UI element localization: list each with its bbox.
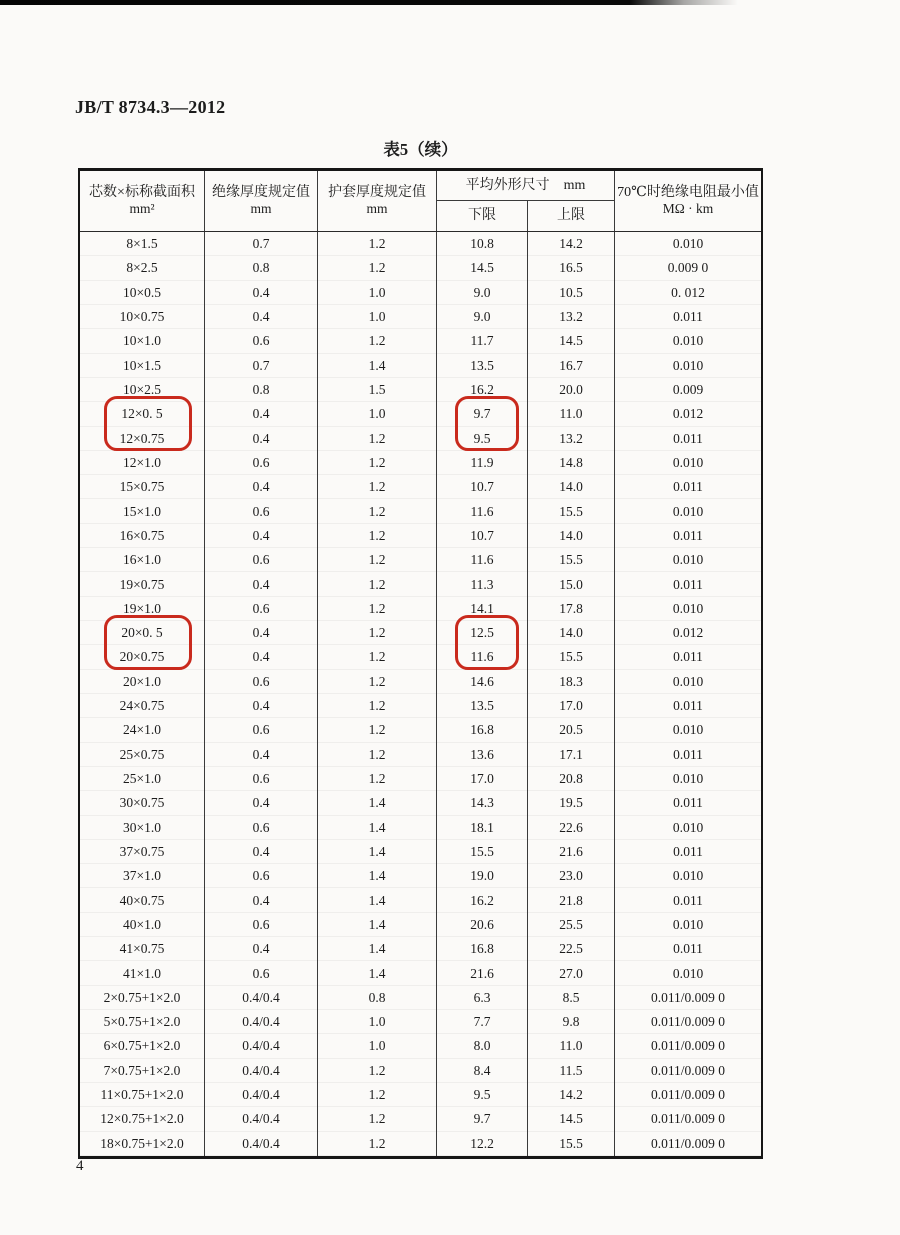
table-cell: 40×1.0 bbox=[80, 913, 205, 937]
header-sheath-cell bbox=[318, 171, 437, 231]
table-cell: 30×1.0 bbox=[80, 816, 205, 840]
header-sheath-label: 护套厚度规定值 bbox=[328, 184, 426, 200]
table-cell: 23.0 bbox=[528, 864, 615, 888]
table-cell: 1.2 bbox=[318, 232, 437, 256]
header-core-count-unit: mm² bbox=[129, 201, 155, 217]
table-cell: 15.5 bbox=[528, 548, 615, 572]
table-cell: 24×0.75 bbox=[80, 694, 205, 718]
table-cell: 0.4 bbox=[205, 524, 318, 548]
table-row bbox=[80, 1107, 761, 1131]
table-cell: 0.011/0.009 0 bbox=[650, 1014, 726, 1030]
table-cell: 27.0 bbox=[528, 961, 615, 985]
table-cell: 0.011/0.009 0 bbox=[650, 1087, 726, 1103]
table-cell: 10×1.5 bbox=[80, 354, 205, 378]
table-cell: 0.011 bbox=[673, 309, 703, 325]
table-row bbox=[80, 499, 761, 523]
table-cell: 0.011/0.009 0 bbox=[650, 1135, 726, 1151]
table-cell: 1.2 bbox=[318, 329, 437, 353]
header-lower-limit-cell bbox=[437, 201, 528, 231]
table-cell: 0.010 bbox=[672, 965, 704, 981]
table-cell: 12×0.75 bbox=[80, 427, 205, 451]
table-cell: 1.4 bbox=[318, 864, 437, 888]
table-cell: 8.4 bbox=[437, 1059, 528, 1083]
table-body bbox=[80, 232, 761, 1156]
scan-edge-artifact bbox=[0, 0, 900, 5]
table-cell: 11.0 bbox=[528, 402, 615, 426]
table-row bbox=[80, 888, 761, 912]
table-cell: 0.009 bbox=[672, 382, 704, 398]
table-cell: 0.6 bbox=[205, 451, 318, 475]
table-cell: 9.8 bbox=[528, 1010, 615, 1034]
table-cell: 8.0 bbox=[437, 1034, 528, 1058]
table-cell: 0.4 bbox=[205, 402, 318, 426]
data-table bbox=[78, 168, 763, 1159]
table-cell: 14.2 bbox=[528, 232, 615, 256]
table-cell: 0.8 bbox=[318, 986, 437, 1010]
header-core-count-cell bbox=[80, 171, 205, 231]
table-row bbox=[80, 451, 761, 475]
table-cell: 9.5 bbox=[437, 1083, 528, 1107]
table-cell: 0.4 bbox=[205, 572, 318, 596]
table-row bbox=[80, 670, 761, 694]
table-cell: 1.5 bbox=[318, 378, 437, 402]
table-cell: 1.4 bbox=[318, 816, 437, 840]
table-cell: 0.8 bbox=[205, 256, 318, 280]
table-row bbox=[80, 791, 761, 815]
table-cell: 0.4 bbox=[205, 427, 318, 451]
table-row bbox=[80, 354, 761, 378]
table-cell: 16.5 bbox=[528, 256, 615, 280]
table-cell: 1.4 bbox=[318, 354, 437, 378]
table-cell: 1.2 bbox=[318, 499, 437, 523]
table-row bbox=[80, 232, 761, 256]
table-cell: 0.4/0.4 bbox=[205, 1010, 318, 1034]
table-cell: 0.011 bbox=[673, 795, 703, 811]
table-cell: 20×0. 5 bbox=[80, 621, 205, 645]
table-cell: 1.0 bbox=[318, 402, 437, 426]
table-cell: 19×1.0 bbox=[80, 597, 205, 621]
table-cell: 1.2 bbox=[318, 670, 437, 694]
table-row bbox=[80, 256, 761, 280]
table-cell: 24×1.0 bbox=[80, 718, 205, 742]
table-cell: 0.011/0.009 0 bbox=[650, 1062, 726, 1078]
table-cell: 9.7 bbox=[437, 402, 528, 426]
table-row bbox=[80, 378, 761, 402]
table-cell: 15.5 bbox=[528, 645, 615, 669]
table-cell: 20.5 bbox=[528, 718, 615, 742]
table-cell: 1.2 bbox=[318, 475, 437, 499]
table-cell: 14.0 bbox=[528, 524, 615, 548]
table-cell: 8.5 bbox=[528, 986, 615, 1010]
table-cell: 40×0.75 bbox=[80, 888, 205, 912]
table-cell: 0.011 bbox=[673, 649, 703, 665]
table-row bbox=[80, 840, 761, 864]
table-cell: 18.1 bbox=[437, 816, 528, 840]
table-cell: 0.011 bbox=[673, 843, 703, 859]
table-cell: 11.7 bbox=[437, 329, 528, 353]
table-cell: 1.2 bbox=[318, 1059, 437, 1083]
table-cell: 18×0.75+1×2.0 bbox=[80, 1132, 205, 1156]
table-cell: 37×0.75 bbox=[80, 840, 205, 864]
table-cell: 0.012 bbox=[672, 406, 704, 422]
table-cell: 1.0 bbox=[318, 1010, 437, 1034]
table-cell: 41×0.75 bbox=[80, 937, 205, 961]
table-cell: 14.8 bbox=[528, 451, 615, 475]
table-row bbox=[80, 1059, 761, 1083]
table-cell: 0.7 bbox=[205, 354, 318, 378]
table-cell: 11.0 bbox=[528, 1034, 615, 1058]
table-cell: 1.2 bbox=[318, 524, 437, 548]
table-cell: 19×0.75 bbox=[80, 572, 205, 596]
table-cell: 0.6 bbox=[205, 961, 318, 985]
table-cell: 0.012 bbox=[672, 625, 704, 641]
table-cell: 0.011 bbox=[673, 430, 703, 446]
table-cell: 0.6 bbox=[205, 816, 318, 840]
header-lower-limit-label: 下限 bbox=[468, 208, 496, 224]
table-cell: 15.5 bbox=[437, 840, 528, 864]
header-resistance-label: 70℃时绝缘电阻最小值 bbox=[617, 184, 759, 200]
table-cell: 13.6 bbox=[437, 743, 528, 767]
table-cell: 5×0.75+1×2.0 bbox=[80, 1010, 205, 1034]
table-row bbox=[80, 694, 761, 718]
table-cell: 1.2 bbox=[318, 1083, 437, 1107]
table-cell: 1.2 bbox=[318, 572, 437, 596]
table-row bbox=[80, 1010, 761, 1034]
table-cell: 1.4 bbox=[318, 791, 437, 815]
table-cell: 14.5 bbox=[437, 256, 528, 280]
table-cell: 0.4/0.4 bbox=[205, 1083, 318, 1107]
table-row bbox=[80, 718, 761, 742]
table-row bbox=[80, 597, 761, 621]
table-row bbox=[80, 572, 761, 596]
table-cell: 0.011 bbox=[673, 527, 703, 543]
table-cell: 17.0 bbox=[437, 767, 528, 791]
table-cell: 16.7 bbox=[528, 354, 615, 378]
table-cell: 0.6 bbox=[205, 329, 318, 353]
table-row bbox=[80, 767, 761, 791]
table-cell: 21.6 bbox=[528, 840, 615, 864]
table-cell: 0.009 0 bbox=[667, 260, 709, 276]
table-cell: 13.5 bbox=[437, 354, 528, 378]
table-row bbox=[80, 937, 761, 961]
table-cell: 0.4 bbox=[205, 475, 318, 499]
table-cell: 0.011/0.009 0 bbox=[650, 1111, 726, 1127]
table-cell: 9.5 bbox=[437, 427, 528, 451]
table-cell: 0.010 bbox=[672, 868, 704, 884]
table-cell: 11.9 bbox=[437, 451, 528, 475]
table-cell: 0.4 bbox=[205, 743, 318, 767]
table-cell: 0.010 bbox=[672, 236, 704, 252]
table-cell: 19.0 bbox=[437, 864, 528, 888]
table-cell: 10.8 bbox=[437, 232, 528, 256]
table-cell: 1.2 bbox=[318, 597, 437, 621]
table-cell: 1.2 bbox=[318, 767, 437, 791]
table-cell: 1.2 bbox=[318, 743, 437, 767]
table-cell: 0.010 bbox=[672, 673, 704, 689]
table-cell: 0.010 bbox=[672, 771, 704, 787]
table-cell: 1.2 bbox=[318, 256, 437, 280]
table-cell: 17.1 bbox=[528, 743, 615, 767]
table-cell: 9.7 bbox=[437, 1107, 528, 1131]
table-cell: 14.6 bbox=[437, 670, 528, 694]
table-cell: 0.6 bbox=[205, 913, 318, 937]
table-cell: 13.2 bbox=[528, 305, 615, 329]
table-cell: 21.6 bbox=[437, 961, 528, 985]
table-cell: 20×0.75 bbox=[80, 645, 205, 669]
table-cell: 0.011/0.009 0 bbox=[650, 989, 726, 1005]
table-cell: 17.0 bbox=[528, 694, 615, 718]
table-cell: 0.6 bbox=[205, 499, 318, 523]
table-cell: 14.0 bbox=[528, 475, 615, 499]
table-row bbox=[80, 1034, 761, 1058]
table-cell: 0.6 bbox=[205, 718, 318, 742]
table-cell: 25×1.0 bbox=[80, 767, 205, 791]
table-cell: 15×1.0 bbox=[80, 499, 205, 523]
table-cell: 10×0.5 bbox=[80, 281, 205, 305]
table-cell: 0.4 bbox=[205, 937, 318, 961]
table-title: 表5（续） bbox=[383, 140, 458, 159]
table-cell: 11.5 bbox=[528, 1059, 615, 1083]
table-cell: 12×0.75+1×2.0 bbox=[80, 1107, 205, 1131]
table-cell: 0. 012 bbox=[671, 284, 705, 300]
table-cell: 0.011 bbox=[673, 892, 703, 908]
table-cell: 11.6 bbox=[437, 645, 528, 669]
table-cell: 1.4 bbox=[318, 913, 437, 937]
table-cell: 15.5 bbox=[528, 1132, 615, 1156]
table-header bbox=[80, 171, 761, 232]
table-cell: 7.7 bbox=[437, 1010, 528, 1034]
table-row bbox=[80, 1083, 761, 1107]
table-row bbox=[80, 621, 761, 645]
table-cell: 20×1.0 bbox=[80, 670, 205, 694]
table-cell: 20.0 bbox=[528, 378, 615, 402]
table-cell: 11.3 bbox=[437, 572, 528, 596]
table-cell: 25×0.75 bbox=[80, 743, 205, 767]
table-cell: 30×0.75 bbox=[80, 791, 205, 815]
table-cell: 1.2 bbox=[318, 1107, 437, 1131]
table-row bbox=[80, 986, 761, 1010]
table-cell: 0.010 bbox=[672, 357, 704, 373]
table-cell: 0.011 bbox=[673, 698, 703, 714]
table-cell: 0.6 bbox=[205, 548, 318, 572]
table-cell: 0.4 bbox=[205, 791, 318, 815]
table-cell: 8×1.5 bbox=[80, 232, 205, 256]
header-insulation-unit: mm bbox=[250, 201, 272, 217]
table-cell: 14.3 bbox=[437, 791, 528, 815]
table-row bbox=[80, 816, 761, 840]
table-cell: 2×0.75+1×2.0 bbox=[80, 986, 205, 1010]
table-cell: 0.010 bbox=[672, 552, 704, 568]
table-cell: 10.5 bbox=[528, 281, 615, 305]
table-cell: 0.4 bbox=[205, 645, 318, 669]
table-cell: 22.5 bbox=[528, 937, 615, 961]
table-cell: 0.011 bbox=[673, 576, 703, 592]
table-cell: 20.8 bbox=[528, 767, 615, 791]
table-cell: 1.2 bbox=[318, 645, 437, 669]
table-row bbox=[80, 427, 761, 451]
table-cell: 11.6 bbox=[437, 548, 528, 572]
table-cell: 1.4 bbox=[318, 937, 437, 961]
table-cell: 0.4 bbox=[205, 888, 318, 912]
header-resistance-cell bbox=[615, 171, 761, 231]
table-cell: 22.6 bbox=[528, 816, 615, 840]
table-cell: 13.5 bbox=[437, 694, 528, 718]
table-cell: 1.4 bbox=[318, 961, 437, 985]
table-cell: 12×0. 5 bbox=[80, 402, 205, 426]
table-cell: 0.010 bbox=[672, 454, 704, 470]
table-cell: 15×0.75 bbox=[80, 475, 205, 499]
table-cell: 1.2 bbox=[318, 427, 437, 451]
table-cell: 0.010 bbox=[672, 819, 704, 835]
table-cell: 7×0.75+1×2.0 bbox=[80, 1059, 205, 1083]
table-row bbox=[80, 402, 761, 426]
table-cell: 10×2.5 bbox=[80, 378, 205, 402]
table-cell: 0.010 bbox=[672, 600, 704, 616]
table-cell: 0.4/0.4 bbox=[205, 1132, 318, 1156]
header-outer-dim-label: 平均外形尺寸 mm bbox=[465, 177, 586, 193]
table-cell: 16.8 bbox=[437, 718, 528, 742]
table-cell: 12.2 bbox=[437, 1132, 528, 1156]
table-row bbox=[80, 743, 761, 767]
table-cell: 20.6 bbox=[437, 913, 528, 937]
table-cell: 14.2 bbox=[528, 1083, 615, 1107]
header-outer-dim-cell bbox=[437, 171, 615, 201]
table-cell: 9.0 bbox=[437, 281, 528, 305]
table-cell: 8×2.5 bbox=[80, 256, 205, 280]
table-cell: 16×1.0 bbox=[80, 548, 205, 572]
table-cell: 10×0.75 bbox=[80, 305, 205, 329]
table-cell: 0.6 bbox=[205, 767, 318, 791]
table-cell: 21.8 bbox=[528, 888, 615, 912]
table-cell: 0.011 bbox=[673, 941, 703, 957]
table-cell: 0.010 bbox=[672, 503, 704, 519]
table-cell: 18.3 bbox=[528, 670, 615, 694]
table-cell: 0.6 bbox=[205, 670, 318, 694]
table-cell: 1.2 bbox=[318, 451, 437, 475]
table-row bbox=[80, 475, 761, 499]
table-cell: 6×0.75+1×2.0 bbox=[80, 1034, 205, 1058]
table-cell: 0.4/0.4 bbox=[205, 1059, 318, 1083]
table-cell: 16.2 bbox=[437, 378, 528, 402]
table-cell: 14.1 bbox=[437, 597, 528, 621]
table-cell: 15.5 bbox=[528, 499, 615, 523]
table-cell: 0.4 bbox=[205, 694, 318, 718]
table-cell: 14.0 bbox=[528, 621, 615, 645]
page-number: 4 bbox=[76, 1158, 84, 1174]
table-row bbox=[80, 864, 761, 888]
table-row bbox=[80, 524, 761, 548]
table-cell: 1.2 bbox=[318, 1132, 437, 1156]
table-row bbox=[80, 1132, 761, 1156]
table-cell: 15.0 bbox=[528, 572, 615, 596]
table-cell: 16.8 bbox=[437, 937, 528, 961]
table-row bbox=[80, 645, 761, 669]
header-upper-limit-cell bbox=[528, 201, 615, 231]
table-cell: 37×1.0 bbox=[80, 864, 205, 888]
table-cell: 12.5 bbox=[437, 621, 528, 645]
table-cell: 0.010 bbox=[672, 333, 704, 349]
table-cell: 1.4 bbox=[318, 840, 437, 864]
header-core-count-label: 芯数×标称截面积 bbox=[89, 184, 195, 200]
header-resistance-unit: MΩ · km bbox=[662, 201, 714, 217]
table-cell: 1.2 bbox=[318, 621, 437, 645]
table-cell: 1.0 bbox=[318, 1034, 437, 1058]
table-cell: 1.2 bbox=[318, 548, 437, 572]
table-cell: 0.010 bbox=[672, 916, 704, 932]
table-row bbox=[80, 913, 761, 937]
table-cell: 0.4 bbox=[205, 281, 318, 305]
table-cell: 0.011 bbox=[673, 746, 703, 762]
table-cell: 1.0 bbox=[318, 305, 437, 329]
table-cell: 10×1.0 bbox=[80, 329, 205, 353]
table-row bbox=[80, 329, 761, 353]
table-cell: 0.011/0.009 0 bbox=[650, 1038, 726, 1054]
header-sheath-unit: mm bbox=[366, 201, 388, 217]
table-row bbox=[80, 961, 761, 985]
table-cell: 16.2 bbox=[437, 888, 528, 912]
table-cell: 0.4/0.4 bbox=[205, 986, 318, 1010]
table-cell: 0.7 bbox=[205, 232, 318, 256]
table-cell: 10.7 bbox=[437, 475, 528, 499]
table-cell: 9.0 bbox=[437, 305, 528, 329]
table-cell: 0.4/0.4 bbox=[205, 1107, 318, 1131]
table-cell: 1.0 bbox=[318, 281, 437, 305]
table-cell: 0.4 bbox=[205, 305, 318, 329]
table-cell: 0.4/0.4 bbox=[205, 1034, 318, 1058]
table-cell: 13.2 bbox=[528, 427, 615, 451]
table-cell: 19.5 bbox=[528, 791, 615, 815]
header-upper-limit-label: 上限 bbox=[557, 208, 585, 224]
table-cell: 0.8 bbox=[205, 378, 318, 402]
table-row bbox=[80, 548, 761, 572]
table-cell: 25.5 bbox=[528, 913, 615, 937]
table-cell: 0.6 bbox=[205, 864, 318, 888]
table-cell: 0.4 bbox=[205, 621, 318, 645]
table-cell: 12×1.0 bbox=[80, 451, 205, 475]
table-cell: 0.4 bbox=[205, 840, 318, 864]
table-cell: 11.6 bbox=[437, 499, 528, 523]
table-cell: 17.8 bbox=[528, 597, 615, 621]
standard-number: JB/T 8734.3—2012 bbox=[75, 97, 226, 117]
table-row bbox=[80, 281, 761, 305]
header-insulation-cell bbox=[205, 171, 318, 231]
table-cell: 16×0.75 bbox=[80, 524, 205, 548]
table-cell: 0.010 bbox=[672, 722, 704, 738]
table-cell: 41×1.0 bbox=[80, 961, 205, 985]
table-cell: 1.4 bbox=[318, 888, 437, 912]
table-cell: 0.011 bbox=[673, 479, 703, 495]
table-cell: 1.2 bbox=[318, 694, 437, 718]
table-row bbox=[80, 305, 761, 329]
header-insulation-label: 绝缘厚度规定值 bbox=[212, 184, 310, 200]
table-cell: 1.2 bbox=[318, 718, 437, 742]
table-cell: 14.5 bbox=[528, 329, 615, 353]
table-cell: 6.3 bbox=[437, 986, 528, 1010]
table-cell: 10.7 bbox=[437, 524, 528, 548]
table-cell: 0.6 bbox=[205, 597, 318, 621]
table-cell: 14.5 bbox=[528, 1107, 615, 1131]
table-cell: 11×0.75+1×2.0 bbox=[80, 1083, 205, 1107]
